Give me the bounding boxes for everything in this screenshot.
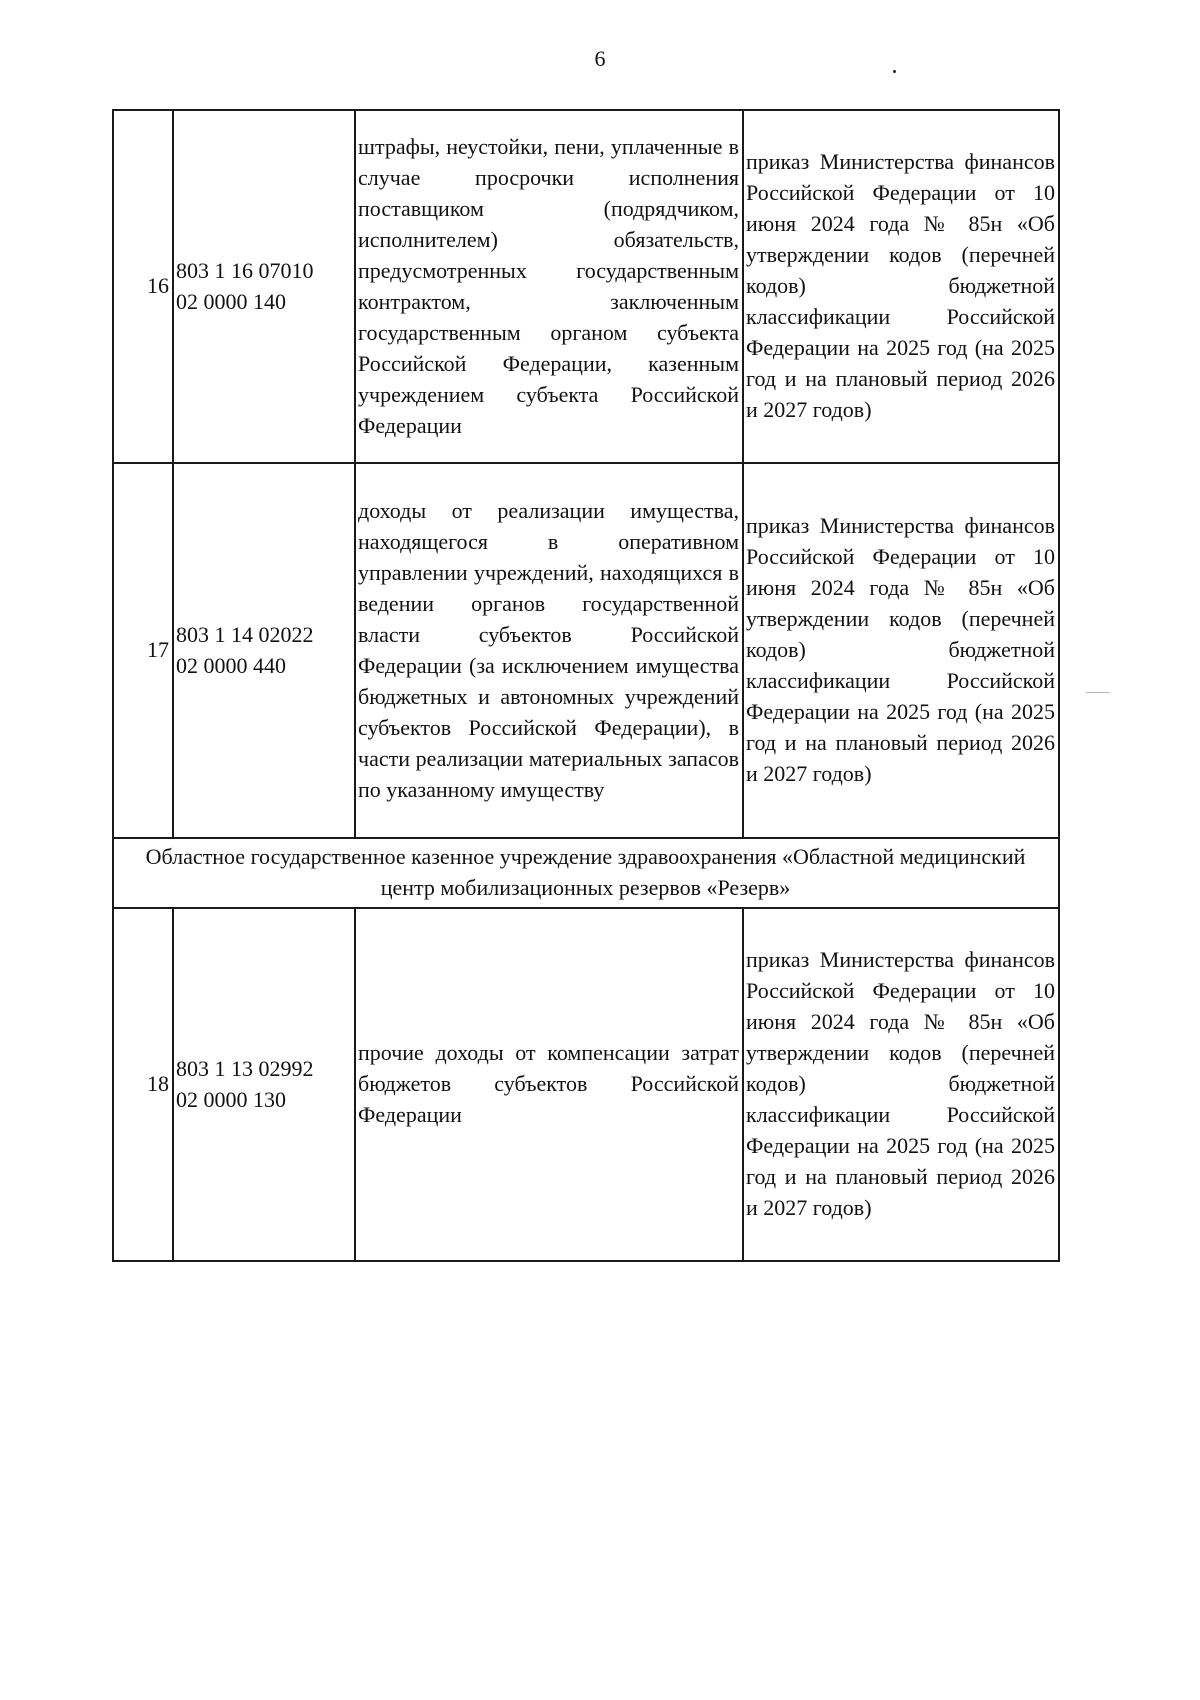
budget-code-cell	[173, 110, 355, 463]
page-number: 6	[594, 46, 606, 71]
section-header: Областное государственное казенное учреждение здравоохранения «Областной медицинский центр мобилизационных резервов «Резерв»	[113, 838, 1059, 908]
budget-code-line: 803 1 14 02022	[176, 621, 314, 647]
legal-basis: приказ Министерства финансов Российской Федерации от 10 июня 2024 года № 85н «Об утверждении кодов (перечней кодов) бюджетной классификации Российской Федерации на 2025 год (на 2025 год и на плановый период 2026 и 2027 годов)	[743, 908, 1059, 1261]
budget-code-line: 803 1 13 02992	[176, 1055, 314, 1081]
budget-code-line: 02 0000 130	[176, 1086, 286, 1112]
legal-basis: приказ Министерства финансов Российской Федерации от 10 июня 2024 года № 85н «Об утверждении кодов (перечней кодов) бюджетной классификации Российской Федерации на 2025 год (на 2025 год и на плановый период 2026 и 2027 годов)	[743, 110, 1059, 463]
row-number: 18	[113, 908, 173, 1261]
budget-code-line: 02 0000 140	[176, 288, 286, 314]
legal-basis: приказ Министерства финансов Российской Федерации от 10 июня 2024 года № 85н «Об утверждении кодов (перечней кодов) бюджетной классификации Российской Федерации на 2025 год (на 2025 год и на плановый период 2026 и 2027 годов)	[743, 463, 1059, 838]
scan-speck	[893, 70, 896, 73]
table-row	[113, 908, 1059, 1261]
row-number: 17	[113, 463, 173, 838]
budget-code-line: 803 1 16 07010	[176, 257, 314, 283]
row-number: 16	[113, 110, 173, 463]
revenue-description: доходы от реализации имущества, находящегося в оперативном управлении учреждений, находящихся в ведении органов государственной власти субъектов Российской Федерации (за исключением имущества бюджетных и автономных учреждений субъектов Российской Федерации), в части реализации материальных запасов по указанному имуществу	[355, 463, 743, 838]
table-row	[113, 463, 1059, 838]
budget-code-cell	[173, 463, 355, 838]
revenue-description: прочие доходы от компенсации затрат бюджетов субъектов Российской Федерации	[355, 908, 743, 1261]
section-header-row	[113, 838, 1059, 908]
revenue-codes-table	[112, 109, 1060, 1262]
budget-code-line: 02 0000 440	[176, 652, 286, 678]
table-row	[113, 110, 1059, 463]
revenue-description: штрафы, неустойки, пени, уплаченные в случае просрочки исполнения поставщиком (подрядчиком, исполнителем) обязательств, предусмотренных государственным контрактом, заключенным государственным органом субъекта Российской Федерации, казенным учреждением субъекта Российской Федерации	[355, 110, 743, 463]
budget-code-cell	[173, 908, 355, 1261]
scan-edge-mark	[1086, 692, 1110, 693]
